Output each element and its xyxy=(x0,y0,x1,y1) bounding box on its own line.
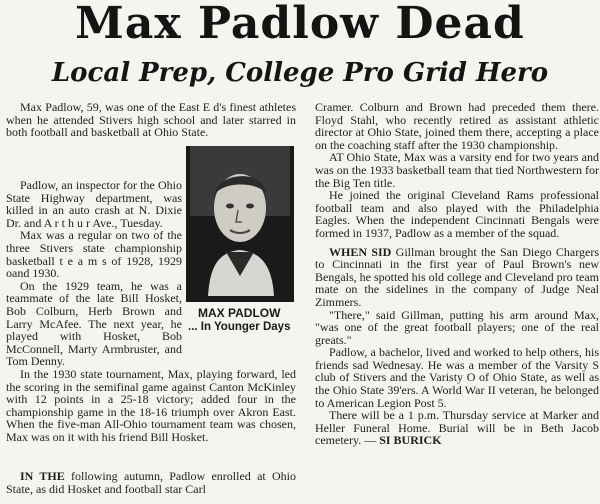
right-column xyxy=(315,101,599,447)
article-paragraph: On the 1929 team, he was a teammate of the late Bill Hosket, Bob Colburn, Herb Brown and Larry McAfee. The next year, he played with Hosket, Bob McConnell, Marty Armbruster, and Tom Denny. xyxy=(6,278,182,369)
caption-name: MAX PADLOW xyxy=(198,306,281,320)
paragraph-text: There will be a 1 p.m. Thursday service at Marker and Heller Funeral Home. Burial will be in Beth Jacob cemetery. — xyxy=(315,408,599,448)
paragraph-text: Gillman brought the San Diego Chargers to Cincinnati in the first year of Paul Brown's new Bengals, he spotted his old college and Cleveland pro team mate on the sidelines in the company of Judge Neal Zimmers. xyxy=(315,244,600,309)
headline: Max Padlow Dead xyxy=(75,0,525,49)
portrait-photo xyxy=(186,146,294,302)
paragraph-lead-in: IN THE xyxy=(20,469,65,483)
photo-caption xyxy=(188,306,302,334)
left-column-top xyxy=(6,101,296,139)
article-paragraph: Max Padlow, 59, was one of the East E d's finest athletes when he attended Stivers high school and later starred in both football and basketball at Ohio State. xyxy=(6,100,296,140)
left-column-bottom xyxy=(6,470,296,495)
article-paragraph: "There," said Gillman, putting his arm around Max, "was one of the great football players; one of the real greats." xyxy=(315,307,599,347)
byline: SI BURICK xyxy=(379,433,442,448)
article-paragraph: AT Ohio State, Max was a varsity end for two years and was on the 1933 basketball team that tied Northwestern for the Big Ten title. xyxy=(315,150,599,190)
article-paragraph xyxy=(6,470,296,495)
paragraph-text: following autumn, Padlow enrolled at Ohio State, as did Hosket and football star Carl xyxy=(6,469,297,496)
subheadline: Local Prep, College Pro Grid Hero xyxy=(51,58,549,88)
left-column-narrow xyxy=(6,179,182,368)
article-paragraph xyxy=(315,246,599,309)
article-paragraph: Padlow, an inspector for the Ohio State Highway department, was killed in an auto crash at N. Dixie Dr. and A r t h u r Ave., Tuesday. xyxy=(6,178,182,230)
article-paragraph: Max was a regular on two of the three Stivers state championship basketball t e a m s of 1928, 1929 oand 1930. xyxy=(6,228,182,281)
left-column-lower xyxy=(6,368,296,444)
caption-subtitle: ... In Younger Days xyxy=(188,321,291,333)
paragraph-lead-in: WHEN SID xyxy=(329,244,392,259)
portrait-image xyxy=(186,146,294,302)
article-paragraph: He joined the original Cleveland Rams professional football team and also played with the Philadelphia Eagles. When the independent Cincinnati Bengals were formed in 1937, Padlow as a member of the squad. xyxy=(315,188,599,240)
article-paragraph: Cramer. Colburn and Brown had preceded them there. Floyd Stahl, who recently retired as assistant athletic director at Ohio State, joined them there, accepting a place on the coaching staff after the 1930 championship. xyxy=(315,100,599,152)
article-paragraph: In the 1930 state tournament, Max, playing forward, led the scoring in the semifinal game against Canton McKinley with 12 points in a 25-18 victory; added four in the championship game in the 18-16 triumph over Akron East. When the five-man All-Ohio tournament team was chosen, Max was on it with his friend Bill Hosket. xyxy=(6,367,296,444)
article-paragraph xyxy=(315,409,599,447)
article-paragraph: Padlow, a bachelor, lived and worked to help others, his friends sad Wednesay. He was a member of the Varsity S club of Stivers and the Varisty O of Ohio State, as well as the Ohio State 39'ers. A World War II veteran, he belonged to American Legion Post 5. xyxy=(315,345,599,410)
